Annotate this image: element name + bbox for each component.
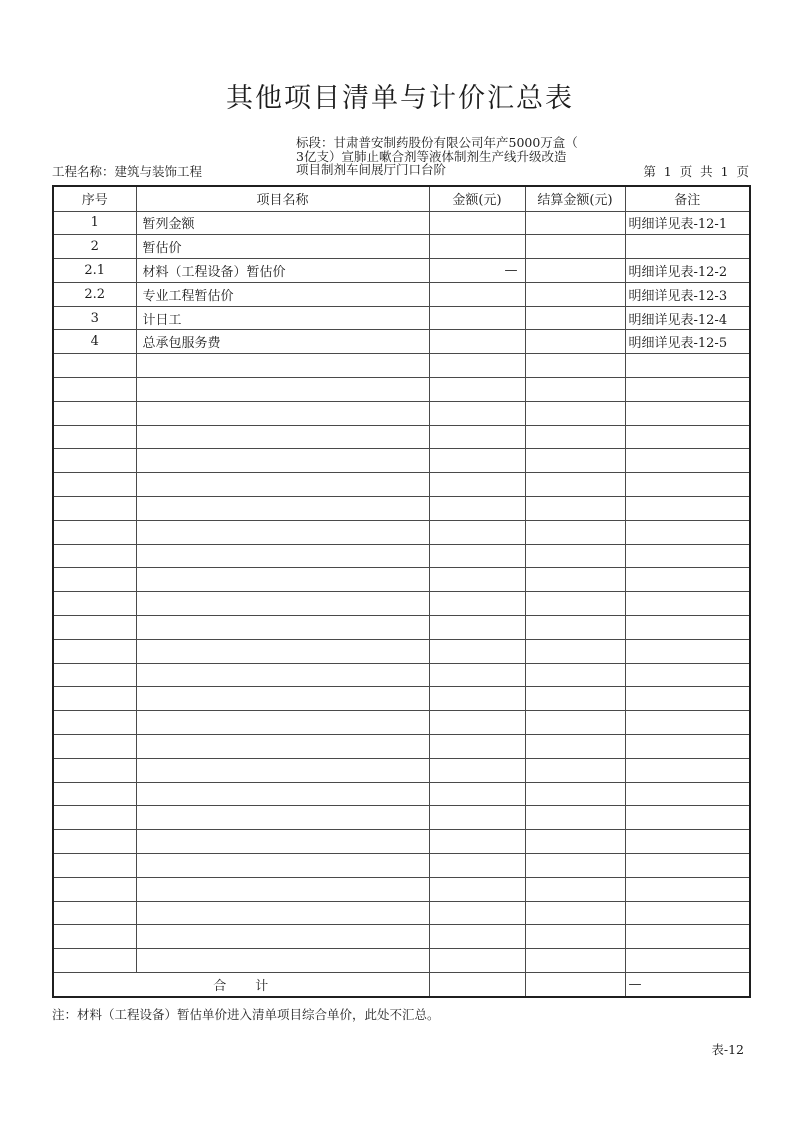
cell-name [136, 449, 429, 473]
cell-remark [625, 806, 750, 830]
cell-settlement [525, 497, 625, 521]
cell-settlement [525, 854, 625, 878]
cell-amount [429, 711, 525, 735]
cell-amount [429, 520, 525, 544]
empty-row [53, 544, 750, 568]
cell-remark [625, 687, 750, 711]
cell-amount [429, 901, 525, 925]
cell-name [136, 497, 429, 521]
cell-settlement [525, 877, 625, 901]
summary-table [52, 185, 751, 998]
cell-name: 专业工程暂估价 [136, 282, 429, 306]
cell-amount [429, 354, 525, 378]
cell-no [53, 425, 136, 449]
cell-name [136, 639, 429, 663]
page-indicator: 第 1 页 共 1 页 [643, 164, 749, 179]
cell-name [136, 401, 429, 425]
cell-settlement [525, 639, 625, 663]
cell-no: 1 [53, 211, 136, 235]
cell-name [136, 854, 429, 878]
cell-amount [429, 663, 525, 687]
cell-settlement [525, 282, 625, 306]
cell-settlement [525, 949, 625, 973]
cell-settlement [525, 401, 625, 425]
cell-name [136, 354, 429, 378]
cell-no [53, 925, 136, 949]
cell-name: 暂列金额 [136, 211, 429, 235]
cell-remark: 明细详见表-12-2 [625, 259, 750, 283]
table-footer [53, 973, 750, 997]
cell-name: 材料（工程设备）暂估价 [136, 259, 429, 283]
cell-no [53, 735, 136, 759]
cell-amount [429, 592, 525, 616]
cell-amount [429, 782, 525, 806]
cell-no [53, 687, 136, 711]
cell-remark [625, 425, 750, 449]
cell-settlement [525, 449, 625, 473]
cell-settlement [525, 211, 625, 235]
section-line-1: 标段：甘肃普安制药股份有限公司年产5000万盒（ [296, 135, 578, 150]
cell-no [53, 592, 136, 616]
cell-remark [625, 354, 750, 378]
table-row [53, 282, 750, 306]
cell-remark [625, 592, 750, 616]
empty-row [53, 782, 750, 806]
cell-settlement [525, 687, 625, 711]
cell-amount [429, 306, 525, 330]
cell-no [53, 544, 136, 568]
total-settlement-cell [525, 973, 625, 997]
cell-settlement [525, 711, 625, 735]
cell-amount [429, 877, 525, 901]
cell-name [136, 758, 429, 782]
cell-settlement [525, 354, 625, 378]
cell-settlement [525, 544, 625, 568]
total-remark-cell: — [625, 973, 750, 997]
total-amount-cell [429, 973, 525, 997]
cell-no [53, 449, 136, 473]
cell-amount [429, 616, 525, 640]
sheet-number-label: 表-12 [711, 1042, 744, 1057]
cell-name [136, 425, 429, 449]
cell-remark [625, 544, 750, 568]
cell-remark [625, 782, 750, 806]
empty-row [53, 378, 750, 402]
cell-amount [429, 235, 525, 259]
cell-remark: 明细详见表-12-4 [625, 306, 750, 330]
cell-amount [429, 425, 525, 449]
cell-name [136, 830, 429, 854]
cell-no [53, 639, 136, 663]
cell-name [136, 592, 429, 616]
table-row [53, 330, 750, 354]
cell-name [136, 806, 429, 830]
cell-name [136, 782, 429, 806]
cell-settlement [525, 259, 625, 283]
cell-remark [625, 758, 750, 782]
cell-name [136, 925, 429, 949]
cell-amount [429, 758, 525, 782]
cell-settlement [525, 425, 625, 449]
table-row [53, 259, 750, 283]
cell-remark [625, 949, 750, 973]
empty-row [53, 639, 750, 663]
empty-row [53, 735, 750, 759]
cell-no [53, 830, 136, 854]
cell-remark [625, 663, 750, 687]
cell-remark [625, 235, 750, 259]
column-header-settlement: 结算金额(元) [525, 186, 625, 211]
column-header-amount: 金额(元) [429, 186, 525, 211]
cell-remark: 明细详见表-12-1 [625, 211, 750, 235]
cell-remark [625, 735, 750, 759]
cell-name [136, 735, 429, 759]
cell-settlement [525, 592, 625, 616]
cell-amount [429, 401, 525, 425]
cell-remark [625, 901, 750, 925]
cell-remark [625, 473, 750, 497]
cell-amount [429, 330, 525, 354]
cell-remark [625, 401, 750, 425]
cell-remark [625, 568, 750, 592]
cell-settlement [525, 782, 625, 806]
section-label [296, 136, 616, 177]
cell-amount [429, 830, 525, 854]
cell-no [53, 378, 136, 402]
cell-amount [429, 282, 525, 306]
cell-settlement [525, 901, 625, 925]
cell-amount [429, 449, 525, 473]
cell-amount [429, 925, 525, 949]
cell-remark: 明细详见表-12-3 [625, 282, 750, 306]
cell-no [53, 401, 136, 425]
cell-remark [625, 378, 750, 402]
empty-row [53, 854, 750, 878]
empty-row [53, 401, 750, 425]
cell-no [53, 354, 136, 378]
cell-no [53, 568, 136, 592]
cell-remark [625, 925, 750, 949]
cell-name [136, 568, 429, 592]
table-row [53, 235, 750, 259]
cell-remark [625, 711, 750, 735]
empty-row [53, 354, 750, 378]
cell-no: 4 [53, 330, 136, 354]
cell-no: 2 [53, 235, 136, 259]
table-row [53, 211, 750, 235]
cell-no [53, 663, 136, 687]
total-row [53, 973, 750, 997]
cell-no [53, 949, 136, 973]
cell-amount [429, 854, 525, 878]
cell-settlement [525, 925, 625, 949]
cell-amount: — [429, 259, 525, 283]
cell-name [136, 663, 429, 687]
cell-amount [429, 806, 525, 830]
empty-row [53, 497, 750, 521]
cell-name [136, 520, 429, 544]
empty-row [53, 663, 750, 687]
cell-no [53, 877, 136, 901]
page-title: 其他项目清单与计价汇总表 [226, 83, 574, 114]
cell-amount [429, 211, 525, 235]
cell-remark [625, 616, 750, 640]
cell-no [53, 901, 136, 925]
empty-row [53, 830, 750, 854]
cell-settlement [525, 830, 625, 854]
empty-row [53, 901, 750, 925]
table-header [53, 186, 750, 211]
section-line-2: 3亿支）宣肺止嗽合剂等液体制剂生产线升级改造 [296, 148, 567, 164]
cell-name [136, 901, 429, 925]
cell-settlement [525, 616, 625, 640]
column-header-no: 序号 [53, 186, 136, 211]
empty-row [53, 925, 750, 949]
cell-no [53, 854, 136, 878]
note-text: 注：材料（工程设备）暂估单价进入清单项目综合单价，此处不汇总。 [52, 1007, 440, 1022]
cell-amount [429, 949, 525, 973]
cell-amount [429, 497, 525, 521]
cell-name [136, 473, 429, 497]
cell-no [53, 782, 136, 806]
table-body [53, 211, 750, 973]
cell-settlement [525, 758, 625, 782]
empty-row [53, 806, 750, 830]
cell-name [136, 544, 429, 568]
cell-name [136, 711, 429, 735]
cell-no [53, 520, 136, 544]
empty-row [53, 425, 750, 449]
cell-remark [625, 520, 750, 544]
cell-no [53, 473, 136, 497]
cell-no [53, 758, 136, 782]
cell-amount [429, 568, 525, 592]
cell-no: 2.2 [53, 282, 136, 306]
cell-amount [429, 687, 525, 711]
empty-row [53, 520, 750, 544]
empty-row [53, 711, 750, 735]
cell-remark [625, 639, 750, 663]
cell-name: 计日工 [136, 306, 429, 330]
cell-settlement [525, 378, 625, 402]
cell-no [53, 806, 136, 830]
cell-remark [625, 854, 750, 878]
cell-no [53, 711, 136, 735]
cell-no [53, 616, 136, 640]
section-line-3: 项目制剂车间展厅门口台阶 [296, 162, 447, 178]
cell-settlement [525, 735, 625, 759]
empty-row [53, 687, 750, 711]
cell-amount [429, 473, 525, 497]
empty-row [53, 592, 750, 616]
empty-row [53, 449, 750, 473]
cell-name: 暂估价 [136, 235, 429, 259]
cell-name [136, 378, 429, 402]
empty-row [53, 877, 750, 901]
empty-row [53, 949, 750, 973]
header-row [53, 186, 750, 211]
cell-remark [625, 830, 750, 854]
column-header-name: 项目名称 [136, 186, 429, 211]
table-row [53, 306, 750, 330]
cell-amount [429, 639, 525, 663]
cell-name [136, 687, 429, 711]
empty-row [53, 758, 750, 782]
cell-remark [625, 449, 750, 473]
empty-row [53, 616, 750, 640]
cell-amount [429, 735, 525, 759]
cell-settlement [525, 473, 625, 497]
empty-row [53, 473, 750, 497]
cell-settlement [525, 306, 625, 330]
cell-name: 总承包服务费 [136, 330, 429, 354]
cell-no: 3 [53, 306, 136, 330]
cell-remark [625, 877, 750, 901]
cell-name [136, 616, 429, 640]
cell-remark: 明细详见表-12-5 [625, 330, 750, 354]
cell-settlement [525, 806, 625, 830]
cell-settlement [525, 235, 625, 259]
cell-settlement [525, 663, 625, 687]
cell-amount [429, 544, 525, 568]
cell-name [136, 949, 429, 973]
empty-row [53, 568, 750, 592]
total-label-cell: 合 计 [53, 973, 429, 997]
cell-settlement [525, 330, 625, 354]
cell-settlement [525, 568, 625, 592]
cell-no [53, 497, 136, 521]
cell-remark [625, 497, 750, 521]
cell-amount [429, 378, 525, 402]
cell-settlement [525, 520, 625, 544]
cell-name [136, 877, 429, 901]
column-header-remark: 备注 [625, 186, 750, 211]
cell-no: 2.1 [53, 259, 136, 283]
project-name-label: 工程名称：建筑与装饰工程 [52, 164, 203, 179]
